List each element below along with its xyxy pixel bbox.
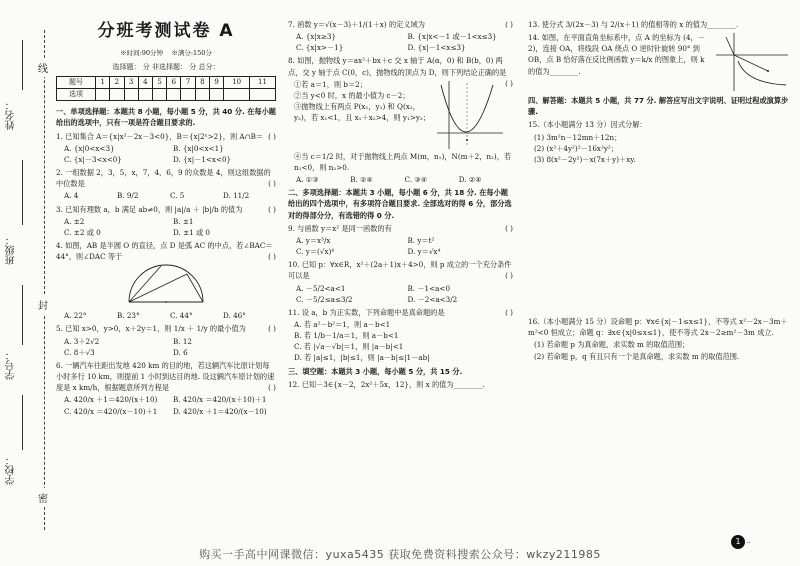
question-3 bbox=[56, 204, 276, 215]
option: C. 44° bbox=[170, 311, 193, 321]
statement: ①若 a＝1，则 b＝2； bbox=[294, 79, 367, 89]
answer-space[interactable] bbox=[528, 165, 790, 315]
option: B. 23° bbox=[117, 311, 140, 321]
column-2 bbox=[288, 18, 513, 391]
sub-question: (2) 若命题 p，q 有且只有一个是真命题，求实数 m 的取值范围. bbox=[534, 351, 740, 361]
parabola-figure bbox=[435, 79, 505, 151]
option: C. 420/x ＝420/(x－10)＋1 bbox=[64, 406, 158, 416]
question-number: 10 bbox=[224, 77, 250, 89]
answer-cell[interactable] bbox=[153, 89, 167, 101]
option: D. y＝√x⁴ bbox=[407, 247, 441, 257]
coordinate-figure bbox=[712, 31, 790, 93]
option: C. 若 |√a－√b|＝1，则 |a－b|<1 bbox=[294, 342, 404, 352]
sub-question: (1) 若命题 p 为真命题，求实数 m 的取值范围； bbox=[534, 340, 690, 350]
question-2 bbox=[56, 167, 276, 189]
sub-question: (2) (x²＋4y²)²－16x²y²； bbox=[534, 143, 618, 153]
question-number: 8 bbox=[195, 77, 209, 89]
answer-paren: ( ) bbox=[268, 383, 276, 393]
column-3 bbox=[528, 18, 790, 362]
option: C. 5 bbox=[170, 191, 185, 201]
answer-cell[interactable] bbox=[195, 89, 209, 101]
hyperbola-branch bbox=[738, 61, 786, 85]
point-a bbox=[767, 70, 769, 72]
answer-paren: ( ) bbox=[268, 131, 276, 141]
school-write-line bbox=[22, 395, 23, 450]
answer-cell[interactable] bbox=[110, 89, 124, 101]
statement: ②当 y<0 时，x 的最小值为 c－2； bbox=[294, 90, 410, 100]
option: D. ②④ bbox=[458, 175, 482, 185]
seal-word-close: 密 bbox=[38, 488, 48, 507]
answer-table-header: 选项 bbox=[57, 89, 96, 101]
question-number: 1 bbox=[96, 77, 110, 89]
question-11 bbox=[288, 307, 513, 318]
footer-banner: 购买一手高中网课微信：yuxa5435 获取免费资料搜索公众号：wkzy211985 bbox=[199, 548, 601, 561]
question-text: 6. 一辆汽车往距出发地 420 km 的目的地，若这辆汽车比原计划每小时多行 10 km，则提前 1 小时到达目的地. 设这辆汽车原计划的速度是 x km/h，根据题意所列方程是 bbox=[56, 360, 275, 393]
question-1 bbox=[56, 131, 276, 142]
option: A. －5/2<a<1 bbox=[296, 283, 346, 293]
options-6 bbox=[64, 394, 276, 416]
vertex-d bbox=[466, 139, 468, 141]
question-number: 2 bbox=[110, 77, 124, 89]
option: D. 若 |a|≤1，|b|≤1，则 |a－b|≤|1－ab| bbox=[294, 353, 430, 363]
options-4 bbox=[64, 310, 276, 321]
segment-ob bbox=[726, 37, 734, 55]
option: B. y＝t² bbox=[407, 235, 435, 245]
class-write-line bbox=[22, 160, 23, 225]
option: B. 9/2 bbox=[117, 191, 139, 201]
option: D. 6 bbox=[173, 347, 188, 357]
section-heading: 三、填空题：本题共 3 小题，每小题 5 分，共 15 分. bbox=[288, 366, 463, 376]
option: C. {x|x>－1} bbox=[296, 43, 344, 53]
q8-body bbox=[288, 79, 505, 151]
question-text: 10. 已知 p：∀x∈R，x²＋(2a＋1)x＋4>0，则 p 成立的一个充分条件可以是 bbox=[288, 260, 512, 281]
column-1 bbox=[56, 18, 276, 419]
option: A. ±2 bbox=[64, 216, 85, 226]
question-number: 4 bbox=[138, 77, 152, 89]
question-text: 4. 如图，AB 是半圆 O 的直径，点 D 是弧 AC 的中点，若∠BAC＝44°，则∠DAC 等于 bbox=[56, 240, 273, 262]
question-16: 16.（本小题满分 15 分）设命题 p：∀x∈{x|－1≤x≤1}，不等式 x²－2x－3m＋m²<0 恒成立；命题 q：∃x∈{x|0≤x≤1}，使不等式 2x－2≥m²－3m 成立. bbox=[528, 317, 788, 338]
option: A. y＝x³/x bbox=[296, 235, 331, 245]
option: D. －2<a<3/2 bbox=[407, 294, 458, 304]
answer-table-header: 题号 bbox=[57, 77, 96, 89]
q14-body bbox=[528, 31, 790, 93]
option: C. ③④ bbox=[404, 175, 428, 185]
option: D. 46° bbox=[223, 311, 246, 321]
options-9 bbox=[296, 235, 513, 257]
option: C. {x|－3<x<0} bbox=[64, 154, 122, 164]
question-number: 7 bbox=[181, 77, 195, 89]
name-label: 姓名： bbox=[6, 100, 17, 130]
question-text: 2. 一组数据 2，3，5，x，7，4，6，9 的众数是 4，则这组数据的中位数是 bbox=[56, 168, 271, 189]
answer-paren: ( ) bbox=[505, 223, 513, 233]
answer-cell[interactable] bbox=[250, 89, 276, 101]
options-2 bbox=[64, 190, 276, 201]
exam-info bbox=[56, 48, 276, 58]
question-text: 8. 如图，抛物线 y＝ax²＋bx＋c 交 x 轴于 A(α，0) 和 B(b，0) 两点，交 y 轴于点 C(0，c)，抛物线的顶点为 D，则下列结论正确的是 bbox=[288, 56, 507, 77]
question-12: 12. 已知－3∈{x－2，2x²＋5x，12}，则 x 的值为________. bbox=[288, 379, 485, 389]
option: A. {x|x≥3} bbox=[296, 32, 337, 42]
option: B. ②④ bbox=[350, 175, 373, 185]
answer-cell[interactable] bbox=[138, 89, 152, 101]
answer-table bbox=[56, 76, 276, 101]
question-text: 5. 已知 x>0，y>0，x＋2y＝1，则 1/x ＋ 1/y 的最小值为 bbox=[56, 324, 246, 334]
option: A. {x|0<x<3} bbox=[64, 143, 115, 153]
answer-cell[interactable] bbox=[209, 89, 223, 101]
answer-paren: ( ) bbox=[268, 324, 276, 334]
seal-word-seal: 封 bbox=[38, 295, 48, 314]
exam-full-score: ※满分:150分 bbox=[171, 49, 212, 58]
name-write-line bbox=[22, 40, 23, 90]
question-number: 6 bbox=[167, 77, 181, 89]
page-number-decoration: ·· bbox=[746, 539, 751, 547]
page-number: 1 bbox=[731, 535, 745, 549]
question-13: 13. 使分式 3/(2x－3) 与 2/(x＋1) 的值相等的 x 的值为________. bbox=[528, 20, 739, 29]
binding-margin bbox=[0, 0, 50, 566]
answer-paren: ( ) bbox=[505, 78, 513, 88]
option: B. ±1 bbox=[173, 216, 194, 226]
option: B. 12 bbox=[173, 336, 192, 346]
question-number: 11 bbox=[250, 77, 276, 89]
option: A. ①③ bbox=[296, 175, 319, 185]
seal-word-line: 线 bbox=[38, 58, 48, 77]
question-5 bbox=[56, 323, 276, 334]
answer-table-row-numbers bbox=[57, 77, 276, 89]
option: B. {x|0<x<1} bbox=[173, 143, 224, 153]
question-7 bbox=[288, 19, 513, 30]
question-number: 5 bbox=[153, 77, 167, 89]
center-o bbox=[165, 301, 167, 303]
semicircle-figure bbox=[121, 264, 211, 308]
question-10 bbox=[288, 259, 513, 281]
options-5 bbox=[64, 336, 276, 358]
answer-cell[interactable] bbox=[181, 89, 195, 101]
option: B. 若 1/b－1/a＝1，则 a－b<1 bbox=[294, 331, 399, 341]
question-number: 9 bbox=[209, 77, 223, 89]
answer-paren: ( ) bbox=[268, 252, 276, 262]
statement: ④当 c＝1/2 时，对于抛物线上两点 M(m，n₁)，N(m＋2，n₂)，若 n₁<0，则 n₂>0. bbox=[294, 151, 512, 172]
option: A. 22° bbox=[64, 311, 87, 321]
option: C. －5/2≤a≤3/2 bbox=[296, 294, 353, 304]
answer-paren: ( ) bbox=[505, 307, 513, 317]
option: A. 420/x ＋1＝420/(x＋10) bbox=[64, 395, 158, 405]
answer-cell[interactable] bbox=[124, 89, 138, 101]
exam-time: ※时间:90分钟 bbox=[120, 49, 164, 58]
answer-paren: ( ) bbox=[505, 20, 513, 29]
sub-question: (1) 3m²n－12mn＋12n； bbox=[534, 132, 622, 142]
id-write-line bbox=[22, 285, 23, 345]
statement: ③抛物线上有两点 P(x₁，y₁) 和 Q(x₂，y₂)，若 x₁<1，且 x₁＋x₂>4，则 y₁>y₂； bbox=[294, 102, 431, 123]
answer-cell[interactable] bbox=[224, 89, 250, 101]
answer-cell[interactable] bbox=[167, 89, 181, 101]
class-label: 班级： bbox=[6, 235, 17, 265]
options-1 bbox=[64, 143, 276, 165]
option: C. ±2 或 0 bbox=[64, 227, 101, 237]
answer-cell[interactable] bbox=[96, 89, 110, 101]
section-heading: 二、多项选择题：本题共 3 小题，每小题 6 分，共 18 分. 在每小题给出的四个选项中，有多项符合题目要求. 全部选对的得 6 分，部分选对的得部分分，有选错的得 0 分. bbox=[288, 188, 512, 220]
question-number: 3 bbox=[124, 77, 138, 89]
question-6 bbox=[56, 360, 276, 393]
option: D. {x|－1<x≤3} bbox=[407, 43, 466, 53]
answer-paren: ( ) bbox=[505, 271, 513, 281]
sub-question: (3) 8(x²－2y²)－x(7x＋y)＋xy. bbox=[534, 154, 636, 164]
school-label: 学校： bbox=[6, 455, 17, 485]
id-label: 学号： bbox=[6, 350, 17, 380]
option: D. ±1 或 0 bbox=[173, 227, 211, 237]
answer-table-row-options bbox=[57, 89, 276, 101]
question-text: 3. 已知有理数 a，b 满足 ab≠0，则 |a|/a ＋ |b|/b 的值为 bbox=[56, 204, 243, 214]
option: B. 420/x ＝420/(x＋10)＋1 bbox=[173, 395, 267, 405]
options-8 bbox=[296, 174, 513, 185]
q8-statements bbox=[288, 79, 431, 151]
options-7 bbox=[296, 31, 513, 53]
answer-paren: ( ) bbox=[268, 204, 276, 214]
cut-line bbox=[44, 30, 45, 530]
options-10 bbox=[296, 283, 513, 305]
score-summary: 选择题： 分 非选择题： 分 总分： bbox=[112, 63, 220, 72]
question-15: 15.（本小题满分 13 分）因式分解： bbox=[528, 120, 647, 130]
question-text: 11. 设 a，b 为正实数，下列命题中是真命题的是 bbox=[288, 307, 445, 317]
option: B. －1<a<0 bbox=[407, 283, 451, 293]
option: A. 4 bbox=[64, 191, 79, 201]
page-title: 分班考测试卷 A bbox=[97, 21, 235, 41]
section-heading: 一、单项选择题：本题共 8 小题，每小题 5 分，共 40 分. 在每小题给出的选项中，只有一项是符合题目要求的. bbox=[56, 107, 276, 128]
question-text: 1. 已知集合 A＝{x|x²－2x－3<0}，B＝{x|2ˣ>2}，则 A∩B＝ bbox=[56, 131, 264, 141]
option: D. 420/x ＋1＝420/(x－10) bbox=[173, 406, 267, 416]
option: D. {x|－1<x<0} bbox=[173, 154, 232, 164]
question-9 bbox=[288, 223, 513, 234]
answer-paren: ( ) bbox=[268, 179, 276, 189]
question-text: 7. 函数 y＝√(x－3)＋1/(1＋x) 的定义域为 bbox=[288, 20, 425, 29]
option: B. {x|x<－1 或－1<x≤3} bbox=[407, 32, 497, 42]
option: C. y＝(√x)⁴ bbox=[296, 247, 335, 257]
question-4 bbox=[56, 240, 276, 262]
option: A. 若 a²－b²＝1，则 a－b<1 bbox=[294, 319, 391, 329]
options-3 bbox=[64, 216, 276, 238]
option: A. 3＋2√2 bbox=[64, 336, 100, 346]
question-text: 9. 与函数 y＝x² 是同一函数的有 bbox=[288, 223, 392, 233]
question-14: 14. 如图，在平面直角坐标系中，点 A 的坐标为 (4，－2)，连接 OA，将线段 OA 绕点 O 逆时针旋转 90° 到 OB，点 B 恰好落在反比例函数 y＝k/x 的图象上，则 k 的值为________. bbox=[528, 33, 705, 76]
section-heading: 四、解答题：本题共 5 小题，共 77 分. 解答应写出文字说明、证明过程或演算步骤. bbox=[528, 96, 789, 117]
option: D. 11/2 bbox=[223, 191, 250, 201]
option: C. 8＋√3 bbox=[64, 347, 95, 357]
